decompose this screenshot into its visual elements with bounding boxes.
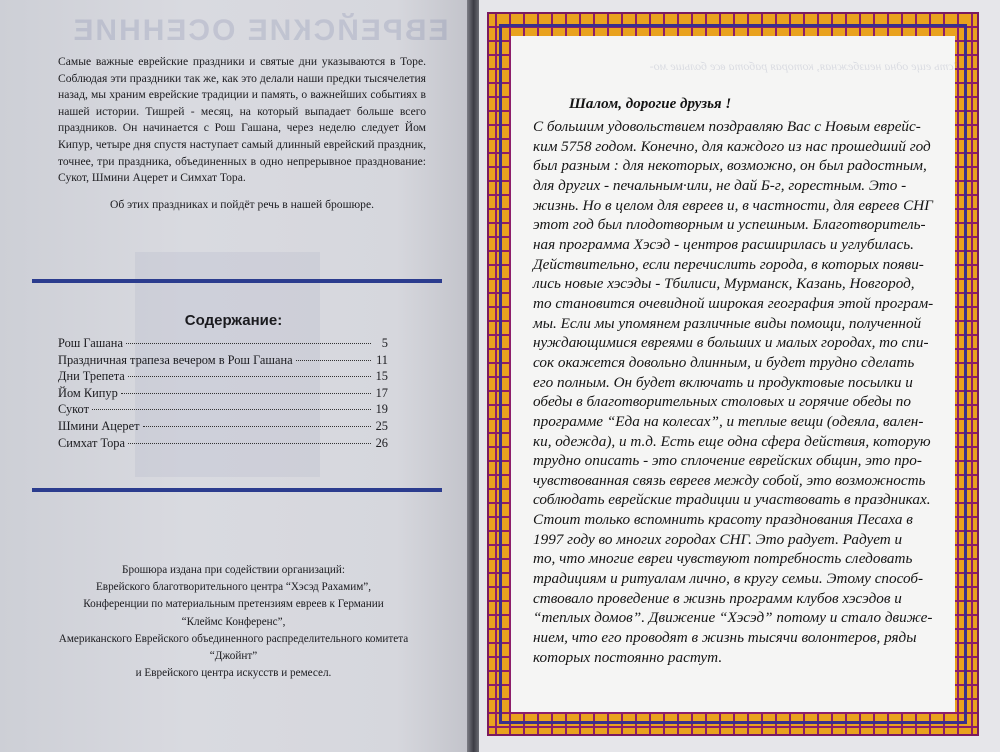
toc-entry-title: Праздничная трапеза вечером в Рош Гашана: [58, 352, 293, 367]
toc-entry-title: Дни Трепета: [58, 369, 125, 384]
letter-line: лись новые хэсэды - Тбилиси, Мурманск, Казань, Новгород,: [533, 275, 915, 293]
letter-line: Стоит только вспомнить красоту празднования Песаха в: [533, 511, 913, 529]
toc-leader: [92, 409, 371, 410]
letter-line: обеды в благотворительных столовых и горячие обеды по: [533, 393, 911, 411]
letter-line: был разным : для некоторых, возможно, он был радостным,: [533, 157, 927, 175]
letter-line: традициям и ритуалам лично, в кругу семьи. Этому способ-: [533, 570, 924, 588]
intro-note: Об этих праздниках и пойдёт речь в нашей брошюре.: [109, 197, 375, 211]
letter-line: сок окажется довольно длинным, и будет трудно сделать: [533, 353, 915, 371]
letter-line: чувствованная связь евреев между собой, это возможность: [533, 471, 926, 489]
toc-entry-title: Йом Кипур: [58, 385, 118, 400]
toc-leader: [126, 343, 371, 344]
left-page: [0, 0, 467, 752]
credits-line: “Джойнт”: [209, 650, 258, 663]
letter-line: жизнь. Но в целом для евреев и, в частности, для евреев СНГ: [533, 196, 933, 214]
toc-entry[interactable]: [58, 336, 388, 353]
toc-entry-title: Шмини Ацерет: [58, 418, 140, 433]
toc-entry[interactable]: [58, 436, 388, 453]
toc-entry[interactable]: [58, 369, 388, 386]
letter-line: его полным. Он будет включать и продуктовые посылки и: [533, 373, 913, 391]
credits-line: Конференции по материальным претензиям евреев к Германии: [83, 598, 384, 611]
toc-entry[interactable]: [58, 386, 388, 403]
toc-entry[interactable]: [58, 402, 388, 419]
toc-leader: [296, 360, 371, 361]
toc-entry-page: 26: [375, 435, 388, 450]
credits-line: и Еврейского центра искусств и ремесел.: [135, 667, 332, 680]
letter-line: этот год был плодотворным и успешным. Благотворитель-: [533, 216, 926, 234]
table-of-contents: [58, 336, 388, 452]
letter-line: то, что многие евреи чувствуют потребность следовать: [533, 550, 913, 568]
divider-bottom: [32, 488, 442, 492]
right-page: [479, 0, 1000, 752]
toc-entry-page: 19: [375, 402, 388, 417]
book-spine: [467, 0, 479, 752]
letter-line: “теплых домов”. Движение “Хэсэд” потому и стало движе-: [533, 609, 933, 627]
toc-title: Содержание:: [184, 312, 283, 329]
letter-line: которых постоянно растут.: [533, 648, 723, 666]
letter-line: 1997 году во многих городах СНГ. Это радует. Радует и: [533, 530, 903, 548]
toc-leader: [121, 393, 371, 394]
letter-line: Действительно, если перечислить города, в которых появи-: [533, 255, 924, 273]
letter-line: программе “Еда на колесах”, и теплые вещи (одеяла, вален-: [533, 412, 924, 430]
letter-line: С большим удовольствием поздравляю Вас с Новым еврейс-: [533, 118, 921, 135]
letter-line: трудно описать - это сплочение еврейских общин, это про-: [533, 452, 922, 470]
toc-leader: [128, 376, 371, 377]
ornamental-border: [487, 12, 979, 736]
letter-line: то становится очевидной широкая география этой програм-: [533, 294, 934, 312]
letter-line: для других - печальным·или, не дай Б-г, горестным. Это -: [533, 176, 907, 194]
letter-body: [533, 96, 961, 667]
letter-line: соблюдать еврейские традиции и участвовать в праздниках.: [533, 491, 931, 509]
credits-line: Еврейского благотворительного центра “Хэсэд Рахамим”,: [95, 581, 372, 594]
toc-entry-page: 17: [375, 385, 388, 400]
intro-paragraph: Самые важные еврейские праздники и святые дни указываются в Торе. Соблюдая эти праздники так же, как это делали наши предки тысячелетия назад, мы храним еврейские традиции и память, о важнейших событиях в нашей истории. Тишрей - месяц, на который выпадает больше всего праздников. Он начинается с Рош Гашана, через неделю следует Йом Кипур, четыре дня спустя наступает самый длинный еврейский праздник, точнее, три праздника, объединенных в одно непрерывное празднование: Сукот, Шмини Ацерет и Симхат Тора.: [58, 55, 426, 185]
letter-line: нуждающимися евреями в больших и малых городах, то спи-: [533, 334, 929, 352]
toc-entry-page: 5: [381, 336, 388, 350]
letter-line: ким 5758 годом. Конечно, для каждого из нас прошедший год: [533, 137, 931, 155]
credits-line: Американского Еврейского объединенного распределительного комитета: [58, 632, 409, 645]
toc-entry-page: 11: [376, 352, 388, 367]
toc-entry-title: Рош Гашана: [58, 336, 123, 350]
letter-line: мы. Если мы упомянем различные виды помощи, полученной: [533, 314, 922, 332]
letter-line: нием, что его проводят в жизнь тысячи волонтеров, ряды: [533, 629, 917, 647]
toc-entry-page: 25: [375, 418, 388, 433]
toc-entry-title: Симхат Тора: [58, 435, 125, 450]
show-through-heading: ЕВРЕЙСКИЕ ОСЕННИЕ: [71, 14, 449, 47]
letter-greeting: Шалом, дорогие друзья !: [569, 96, 732, 112]
letter-line: ная программа Хэсэд - центров расширилась и углубилась.: [533, 235, 914, 253]
divider-top: [32, 279, 442, 283]
credits-line: Брошюра издана при содействии организаций:: [122, 564, 345, 576]
toc-entry[interactable]: [58, 353, 388, 370]
toc-leader: [128, 443, 371, 444]
publisher-credits: [20, 562, 447, 682]
toc-leader: [143, 426, 371, 427]
toc-entry[interactable]: [58, 419, 388, 436]
letter-line: ки, одежда), и т.д. Есть еще одна сфера действия, которую: [533, 432, 931, 450]
letter-lines: [533, 117, 961, 667]
show-through-text: Есть еще одна неизбежная, которая работа все больше мо-: [649, 59, 961, 73]
toc-entry-page: 15: [375, 369, 388, 384]
toc-entry-title: Сукот: [58, 402, 89, 417]
intro-text: [58, 54, 426, 213]
letter-panel: [511, 36, 961, 712]
letter-line: ствовало проведение в жизнь программ клубов хэсэдов и: [533, 589, 902, 607]
credits-line: “Клеймс Конференс”,: [181, 615, 286, 628]
